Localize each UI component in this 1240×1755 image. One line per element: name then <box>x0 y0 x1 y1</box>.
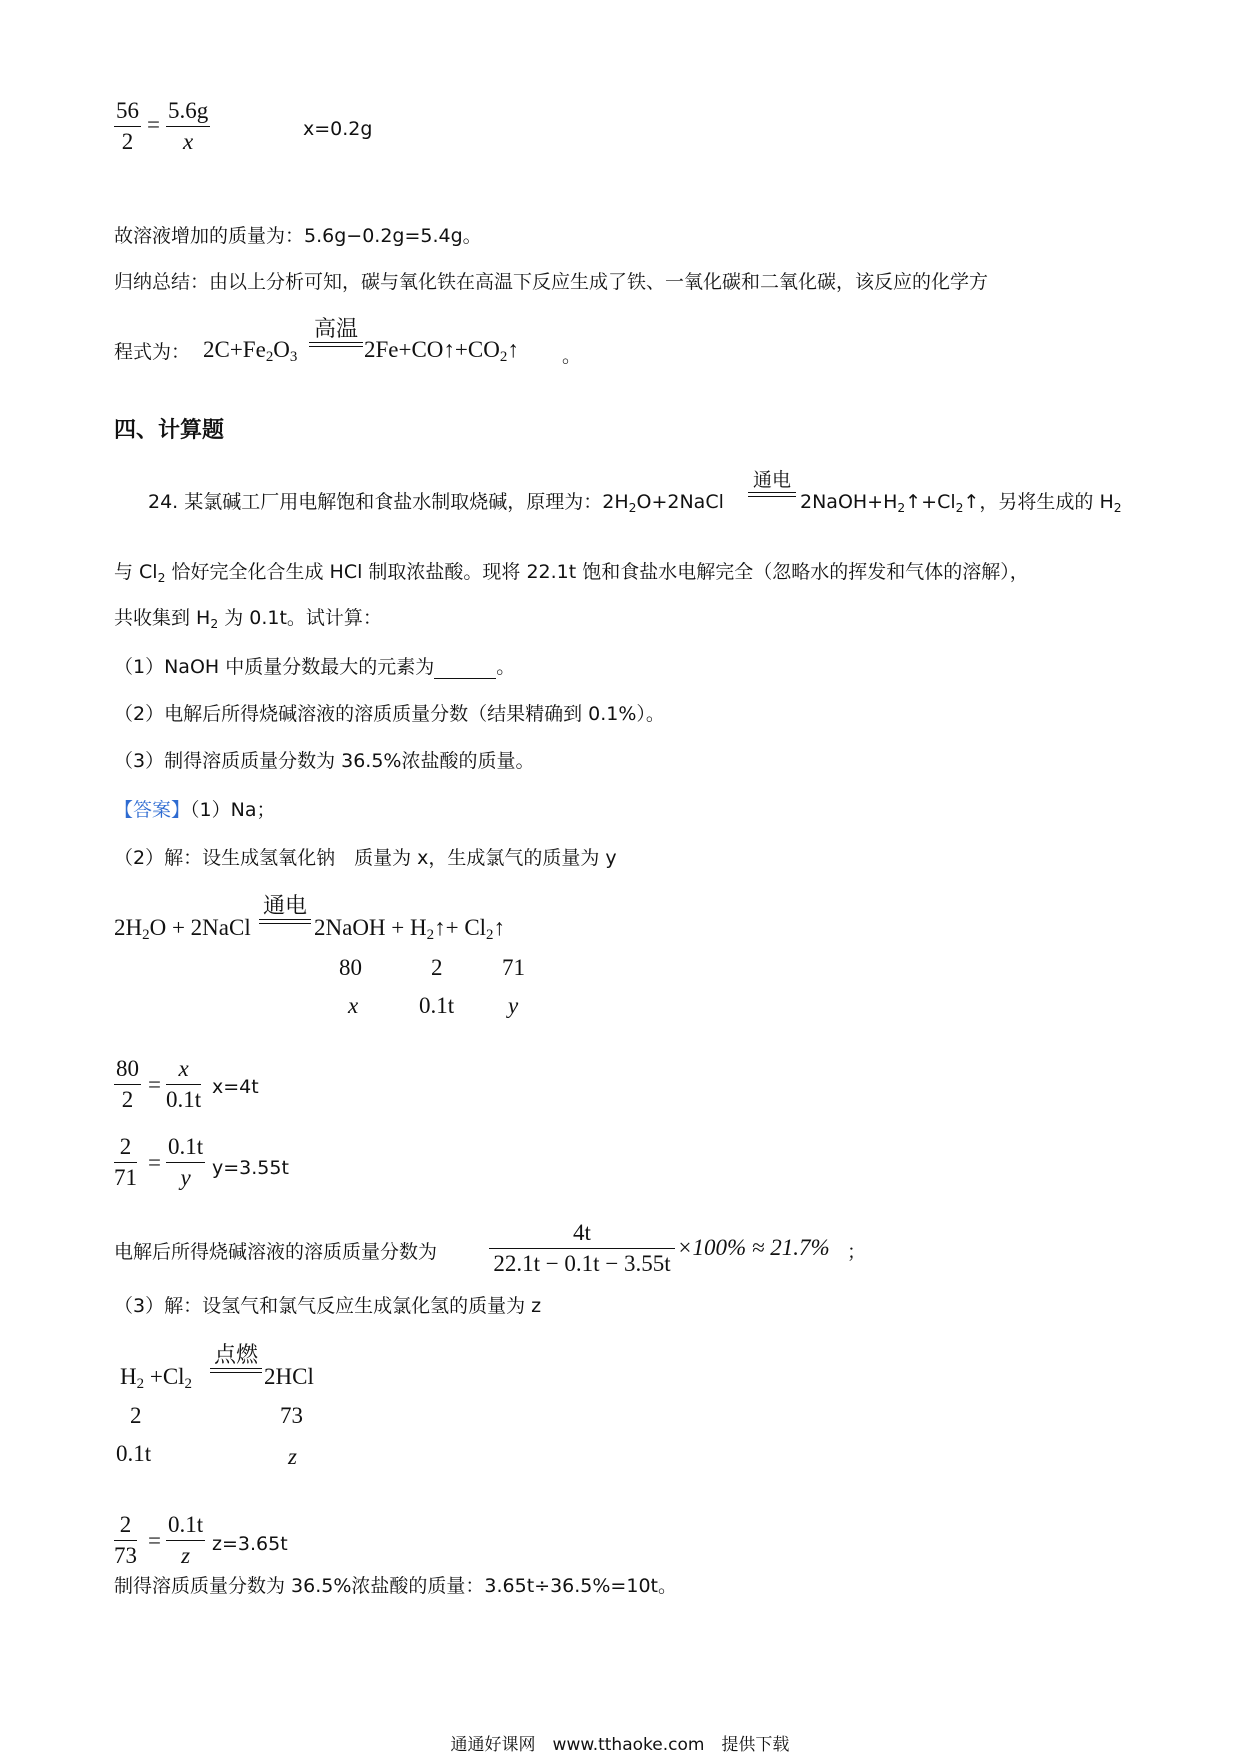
percentage-fraction: $\frac{4t}{22.1t - 0.1t - 3.55t}$ <box>489 1220 675 1277</box>
page-footer: 通通好课网 www.tthaoke.com 提供下载 <box>450 1735 790 1755</box>
equation-carbon-iron-oxide: $2C+Fe_2O_3$ <box>203 337 298 365</box>
mass-h2-eq3: 2 <box>130 1403 142 1428</box>
fraction-80-2: $\frac{80}{2}$ <box>116 1056 139 1112</box>
mass-h2: 2 <box>431 955 443 980</box>
condition-electrolysis: 通电 <box>748 468 796 497</box>
result-z-3.65t: z=3.65t <box>212 1533 288 1555</box>
answer-2-intro: （2）解：设生成氢氧化钠 质量为 x，生成氯气的质量为 y <box>114 847 617 869</box>
var-h2-eq3: 0.1t <box>116 1441 152 1466</box>
percentage-result: ×100% ≈ 21.7% <box>677 1235 830 1260</box>
summary-line-1: 归纳总结：由以上分析可知，碳与氧化铁在高温下反应生成了铁、一氧化碳和二氧化碳，该反应的化学方 <box>114 271 989 293</box>
var-z: z <box>288 1444 297 1469</box>
question-24-line-1: 24. 某氯碱工厂用电解饱和食盐水制取烧碱，原理为：$2H_2O+2NaCl$ <box>148 491 724 515</box>
fraction-5.6g-x: $\frac{5.6g}{x}$ <box>168 98 209 154</box>
condition-electrolysis-2: 通电 <box>259 895 311 924</box>
equation-products: $2Fe+CO↑+CO_2↑$ <box>364 337 519 365</box>
var-y: y <box>508 993 519 1018</box>
var-h2-mass: 0.1t <box>419 993 455 1018</box>
sub-question-1: （1）NaOH 中质量分数最大的元素为 。 <box>114 656 516 678</box>
answer-1-line: 【答案】（1）Na； <box>114 799 276 821</box>
mass-hcl: 73 <box>280 1403 303 1428</box>
condition-high-temp: 高温 <box>309 318 363 347</box>
question-24-line-3: 共收集到 $H_2$ 为 0.1t。试计算： <box>114 607 382 631</box>
summary-line-2: 程式为： <box>114 341 191 363</box>
equation-hcl-product: 2HCl <box>264 1364 314 1389</box>
question-24-line-2: 与 $Cl_2$ 恰好完全化合生成 HCl 制取浓盐酸。现将 22.1t 饱和食盐水电解完全（忽略水的挥发和气体的溶解）， <box>114 561 1029 585</box>
mass-naoh: 80 <box>339 955 362 980</box>
fraction-56-2: $\frac{56}{2}$ <box>116 98 139 154</box>
equals-sign-4: = <box>148 1528 161 1553</box>
percentage-end: ； <box>847 1241 867 1263</box>
var-x: x <box>348 993 359 1018</box>
equation-electrolysis: $2H_2O$ + 2NaCl <box>114 915 251 943</box>
percentage-prefix: 电解后所得烧碱溶液的溶质质量分数为 <box>114 1241 438 1263</box>
mass-cl2: 71 <box>502 955 525 980</box>
result-y-3.55t: y=3.55t <box>212 1157 289 1179</box>
equals-sign-2: = <box>148 1072 161 1097</box>
result-x-4t: x=4t <box>212 1076 259 1098</box>
question-24-line-1-end: $2NaOH+H_2↑+Cl_2↑$，另将生成的 $H_2$ <box>800 491 1122 515</box>
final-answer-line: 制得溶质质量分数为 36.5%浓盐酸的质量：3.65t÷36.5%=10t。 <box>114 1575 677 1597</box>
fraction-2-73: $\frac{2}{73}$ <box>114 1512 137 1568</box>
answer-blank[interactable] <box>434 660 496 679</box>
section-heading: 四、计算题 <box>114 418 225 443</box>
equation-electrolysis-products: 2NaOH + $H_2↑+$ $Cl_2↑$ <box>314 915 506 943</box>
sub-question-3: （3）制得溶质质量分数为 36.5%浓盐酸的质量。 <box>114 750 535 772</box>
equals-sign-3: = <box>148 1150 161 1175</box>
condition-ignition: 点燃 <box>210 1344 262 1373</box>
result-x: x=0.2g <box>303 118 373 140</box>
equals-sign: = <box>147 112 160 137</box>
fraction-2-71: $\frac{2}{71}$ <box>114 1134 137 1190</box>
equation-period: 。 <box>562 345 582 367</box>
fraction-x-0.1t: $\frac{x}{0.1t}$ <box>166 1056 202 1112</box>
sub-question-2: （2）电解后所得烧碱溶液的溶质质量分数（结果精确到 0.1%）。 <box>114 703 665 725</box>
answer-tag: 【答案】 <box>114 799 191 821</box>
equation-hcl: $H_2 +Cl_2$ <box>120 1364 193 1392</box>
answer-3-intro: （3）解：设氢气和氯气反应生成氯化氢的质量为 z <box>114 1295 542 1317</box>
fraction-0.1t-y: $\frac{0.1t}{y}$ <box>168 1134 204 1190</box>
fraction-0.1t-z: $\frac{0.1t}{z}$ <box>168 1512 204 1568</box>
solution-increase-line: 故溶液增加的质量为：5.6g−0.2g=5.4g。 <box>114 225 482 247</box>
